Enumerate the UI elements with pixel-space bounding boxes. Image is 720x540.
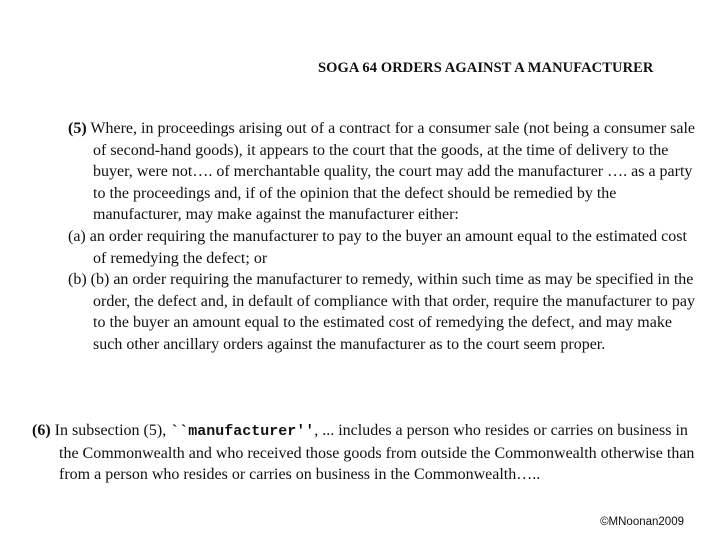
- item-b-label: (b): [68, 271, 87, 289]
- item-b-text: (b) an order requiring the manufacturer to remedy, within such time as may be specified in the order, the defect and, in default of compliance with that order, require the manufacturer to pay to the buyer an amount equal to the estimated cost of remedying the defect, and may make such other ancillary orders against the manufacturer as to the court seem proper.: [86, 271, 696, 353]
- section-6-text-before: In subsection (5),: [50, 422, 171, 439]
- copyright-notice: ©MNoonan2009: [600, 516, 684, 528]
- section-5-label: (5): [68, 120, 87, 137]
- section-5: [68, 118, 698, 356]
- section-6-text-after: , ... includes a person who resides or carries on business in the Commonwealth and who received those goods from outside the Commonwealth otherwise than from a person who resides or carries on business in the Commonwealth…..: [59, 422, 695, 484]
- section-5-text: Where, in proceedings arising out of a contract for a consumer sale (not being a consumer sale of second-hand goods), it appears to the court that the goods, at the time of delivery to the buyer, were not…. of merchantable quality, the court may add the manufacturer …. as a party to the proceedings and, if of the opinion that the defect should be remedied by the manufacturer, may make against the manufacturer either:: [86, 120, 696, 224]
- section-6-label: (6): [32, 422, 51, 439]
- slide-title: SOGA 64 ORDERS AGAINST A MANUFACTURER: [318, 60, 654, 76]
- manufacturer-term: ``manufacturer'': [170, 423, 315, 440]
- section-6-paragraph: [32, 420, 702, 486]
- item-a-text: an order requiring the manufacturer to pay to the buyer an amount equal to the estimated cost of remedying the defect; or: [85, 227, 687, 267]
- section-5-paragraph: [68, 118, 698, 226]
- section-6: [32, 420, 702, 486]
- section-5-item-a: [68, 226, 698, 269]
- section-5-item-b: [68, 269, 698, 355]
- item-a-label: (a): [68, 227, 86, 245]
